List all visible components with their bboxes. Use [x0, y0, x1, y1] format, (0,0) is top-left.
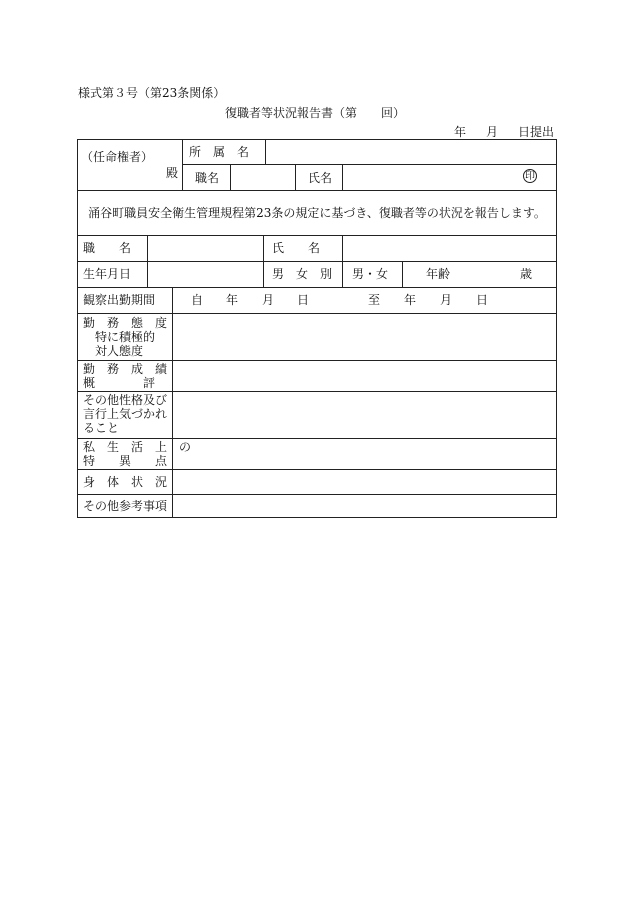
- period-day1-label: 日: [297, 293, 310, 307]
- performance-label-line2: 概 評: [83, 376, 156, 390]
- document-title: 復職者等状況報告書（第 回）: [224, 106, 405, 120]
- header-name-field[interactable]: [343, 165, 521, 190]
- performance-label-line1: 勤 務 成 績: [83, 362, 168, 376]
- physical-condition-field[interactable]: [173, 470, 556, 493]
- attitude-label-line2: 特に積極的: [95, 330, 156, 344]
- form-number-label: 様式第３号（第23条関係）: [78, 86, 226, 100]
- name-label: 氏 名: [272, 241, 321, 255]
- age-label: 年齢: [426, 267, 451, 281]
- header-position-field[interactable]: [231, 165, 294, 190]
- other-traits-label-line1: その他性格及び: [83, 393, 168, 407]
- period-label: 観察出勤期間: [83, 293, 156, 307]
- performance-field[interactable]: [173, 361, 556, 390]
- submission-date-line: [454, 123, 554, 140]
- gender-label: 男 女 別: [272, 267, 333, 281]
- period-year2-label: 年: [404, 293, 417, 307]
- period-day2-label: 日: [476, 293, 489, 307]
- date-year-label: 年: [453, 125, 466, 139]
- appointer-label: （任命権者）: [81, 150, 154, 164]
- header-name-label: 氏名: [308, 171, 333, 185]
- position-label: 職 名: [83, 241, 132, 255]
- other-traits-field[interactable]: [173, 392, 556, 437]
- affiliation-label: 所 属 名: [189, 145, 250, 159]
- other-traits-label-line3: ること: [83, 421, 120, 435]
- name-field[interactable]: [343, 236, 556, 260]
- age-unit: 歳: [520, 267, 533, 281]
- attitude-label-line1: 勤 務 態 度: [83, 316, 168, 330]
- affiliation-field[interactable]: [266, 140, 556, 164]
- attitude-label-line3: 対人態度: [95, 344, 144, 358]
- date-day-submitted-label: 日提出: [517, 125, 554, 139]
- period-to-label: 至: [368, 293, 381, 307]
- position-field[interactable]: [148, 236, 262, 260]
- seal-mark-icon: 印: [525, 171, 535, 182]
- birthdate-label: 生年月日: [83, 267, 132, 281]
- header-position-label: 職名: [195, 171, 220, 185]
- gender-options[interactable]: 男・女: [352, 267, 389, 281]
- period-month2-label: 月: [440, 293, 453, 307]
- date-month-label: 月: [485, 125, 498, 139]
- honorific-label: 殿: [166, 166, 179, 180]
- private-life-label-line1: 私 生 活 上 の: [83, 440, 192, 454]
- birthdate-field[interactable]: [148, 262, 262, 286]
- period-from-label: 自: [191, 293, 204, 307]
- other-notes-field[interactable]: [173, 495, 556, 517]
- private-life-field[interactable]: [173, 439, 556, 468]
- period-month1-label: 月: [262, 293, 275, 307]
- private-life-label-line2: 特 異 点: [83, 454, 168, 468]
- period-year1-label: 年: [226, 293, 239, 307]
- other-traits-label-line2: 言行上気づかれ: [83, 407, 168, 421]
- statement-text: 涌谷町職員安全衛生管理規程第23条の規定に基づき、復職者等の状況を報告します。: [88, 206, 546, 220]
- attitude-field[interactable]: [173, 314, 556, 359]
- physical-condition-label: 身 体 状 況: [83, 475, 168, 489]
- other-notes-label: その他参考事項: [83, 499, 168, 513]
